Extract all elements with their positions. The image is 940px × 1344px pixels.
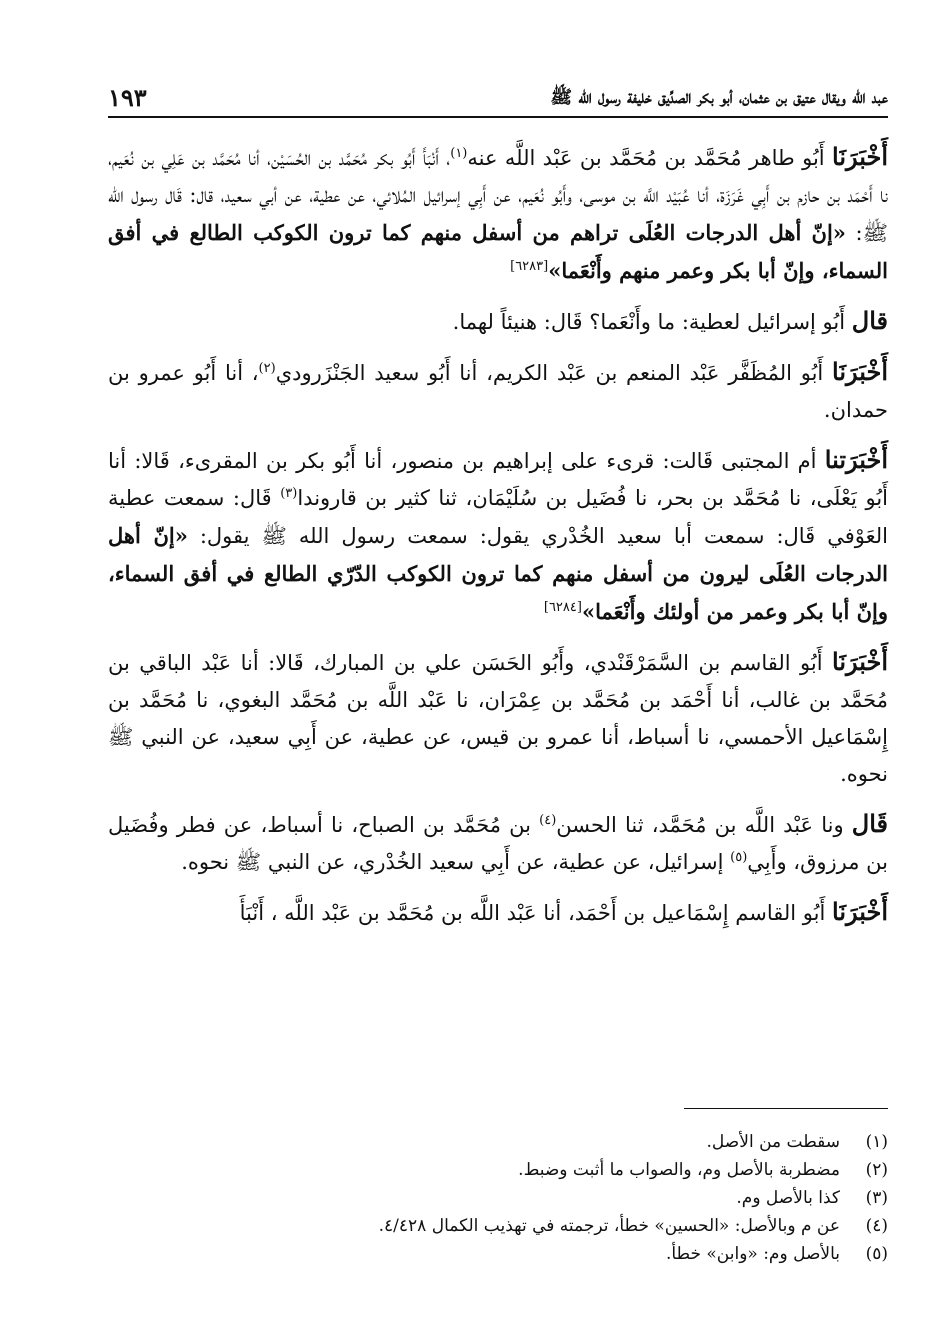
paragraph-text: بن مُحَمَّد بن الصباح، نا أسباط، عن فطر وفُضَيل بن مرزوق، وأَبِي bbox=[108, 813, 888, 874]
paragraph bbox=[108, 138, 888, 290]
main-text bbox=[108, 138, 888, 944]
page-header bbox=[108, 72, 888, 118]
footnote-text: بالأصل وم: «وابن» خطأ. bbox=[665, 1244, 840, 1264]
paragraph-text: أَبُو طاهر مُحَمَّد بن مُحَمَّد بن عَبْد اللَّه عنه bbox=[467, 146, 833, 170]
footnote-ref: (١) bbox=[450, 146, 468, 161]
paragraph-text: ، أنا أَبُو عمرو بن حمدان. bbox=[108, 361, 888, 422]
footnote bbox=[108, 1240, 888, 1268]
paragraph-text: قَال: سمعت عطية العَوْفي قَال: سمعت أبا سعيد الخُدْري يقول: سمعت رسول الله ﷺ يقول: bbox=[108, 486, 888, 548]
paragraph-text: أَبُو المُظَفَّر عَبْد المنعم بن عَبْد الكريم، أنا أَبُو سعيد الجَنْزَرودي bbox=[275, 361, 833, 385]
footnote-number: (٥) bbox=[865, 1244, 888, 1264]
paragraph-lead: أَخْبَرَنَا bbox=[832, 357, 888, 386]
footnotes bbox=[108, 1128, 888, 1268]
footnote-number: (١) bbox=[865, 1132, 888, 1152]
footnote-ref: (٢) bbox=[258, 361, 276, 376]
footnote bbox=[108, 1156, 888, 1184]
hadith-text: «إنّ أهل الدرجات العُلَى تراهم من أسفل منهم كما ترون الكوكب الطالع في أفق السماء، وإنّ أبا بكر وعمر منهم وأَنْعَما» bbox=[108, 220, 888, 283]
footnote-ref: (٤) bbox=[539, 813, 557, 828]
hadith-text: «إنّ أهل الدرجات العُلَى ليرون من أسفل منهم كما ترون الكوكب الدّرّي الطالع في أفق السماء، وإنّ أبا بكر وعمر من أولئك وأَنْعَما» bbox=[108, 523, 888, 624]
paragraph-text: أَبُو القاسم بن السَّمَرْقَنْدي، وأَبُو الحَسَن علي بن المبارك، قَالا: أنا عَبْد الباقي بن مُحَمَّد بن غالب، أنا أَحْمَد بن مُحَمَّد بن عِمْرَان، نا عَبْد اللَّه بن مُحَمَّد البغوي، نا مُحَمَّد بن إِسْمَاعيل الأحمسي، نا أسباط، أنا عمرو بن قيس، عن عطية، عن أَبِي سعيد، عن النبي ﷺ نحوه. bbox=[108, 651, 888, 786]
footnote bbox=[108, 1184, 888, 1212]
footnote-text: كذا بالأصل وم. bbox=[736, 1188, 840, 1208]
paragraph bbox=[108, 893, 888, 932]
paragraph-text: ، أَنْبَأَ أَبُو بكر مُحَمَّد بن الحُسَيْن، أنا مُحَمَّد بن عَلِي بن نُعَيم، نا أَحْمَد بن حازم بن أَبِي غَرَزَة، أنا عُبَيْد اللَّه بن موسى، وأَبُو نُعَيم، عن أَبِي إسرائيل المُلائي، عن عطية، عن أبي سعيد، قال: قَال رسول الله ﷺ: bbox=[108, 146, 888, 245]
paragraph-lead: قَال bbox=[851, 809, 888, 838]
paragraph-text: أَبُو إسرائيل لعطية: ما وأَنْعَما؟ قَال: هنيئاً لهما. bbox=[452, 310, 852, 334]
paragraph-text: أم المجتبى قَالت: قرىء على إبراهيم بن منصور، أنا أَبُو بكر بن المقرىء، قَالا: أنا أَبُو يَعْلَى، نا مُحَمَّد بن بحر، نا فُضَيل بن سُلَيْمَان، ثنا كثير بن قاروندا bbox=[108, 449, 889, 510]
paragraph-text: إسرائيل، عن عطية، عن أَبِي سعيد الخُدْري، عن النبي ﷺ نحوه. bbox=[181, 850, 731, 874]
hadith-number: [٦٢٨٣] bbox=[510, 259, 549, 274]
footnote bbox=[108, 1128, 888, 1156]
footnote-text: عن م وبالأصل: «الحسين» خطأ، ترجمته في تهذيب الكمال ٤/٤٢٨. bbox=[378, 1216, 840, 1236]
paragraph-text: أَبُو القاسم إِسْمَاعيل بن أَحْمَد، أنا عَبْد اللَّه بن مُحَمَّد بن عَبْد اللَّه ، أَنْبَأَ bbox=[239, 901, 833, 925]
paragraph-lead: أَخْبَرَتنا bbox=[824, 445, 888, 474]
paragraph-text: ونا عَبْد اللَّه بن مُحَمَّد، ثنا الحسن bbox=[556, 813, 852, 837]
paragraph-lead: أَخْبَرَنَا bbox=[832, 142, 888, 171]
running-title: عبد الله ويقال عتيق بن عثمان، أبو بكر الصدِّيق خليفة رسول الله ﷺ bbox=[550, 87, 888, 108]
footnote-number: (٤) bbox=[865, 1216, 888, 1236]
paragraph bbox=[108, 805, 888, 881]
paragraph bbox=[108, 643, 888, 793]
hadith-number: [٦٢٨٤] bbox=[543, 600, 582, 615]
footnote-text: سقطت من الأصل. bbox=[706, 1132, 840, 1152]
footnote-number: (٢) bbox=[865, 1160, 888, 1180]
footnote-ref: (٣) bbox=[280, 486, 298, 501]
page-number: ١٩٣ bbox=[108, 83, 147, 112]
paragraph bbox=[108, 441, 888, 631]
paragraph bbox=[108, 353, 888, 429]
footnote-number: (٣) bbox=[865, 1188, 888, 1208]
footnote-divider bbox=[684, 1108, 888, 1109]
paragraph-lead: أَخْبَرَنَا bbox=[832, 897, 888, 926]
paragraph-lead: أَخْبَرَنَا bbox=[832, 647, 888, 676]
footnote-text: مضطربة بالأصل وم، والصواب ما أثبت وضبط. bbox=[518, 1160, 840, 1180]
footnote-ref: (٥) bbox=[730, 850, 748, 865]
paragraph bbox=[108, 302, 888, 341]
paragraph-lead: قال bbox=[851, 306, 888, 335]
footnote bbox=[108, 1212, 888, 1240]
